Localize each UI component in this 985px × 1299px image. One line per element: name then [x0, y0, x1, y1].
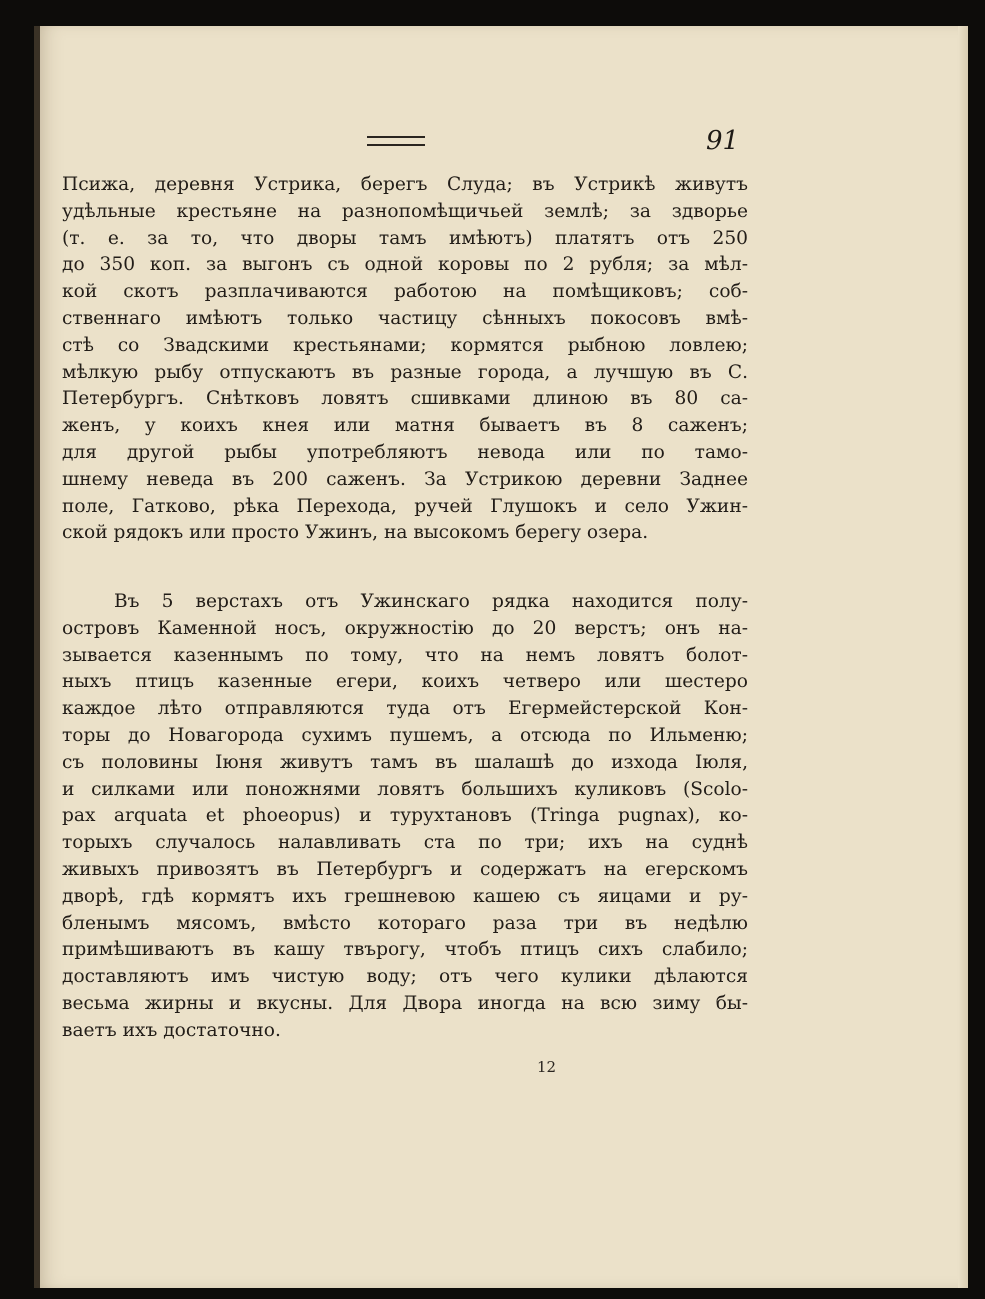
- book-page: [34, 26, 968, 1288]
- text-line: ской рядокъ или просто Ужинъ, на высокомъ берегу озера.: [62, 522, 649, 544]
- text-line: доставляютъ имъ чистую воду; отъ чего кулики дѣлаются: [62, 966, 748, 988]
- text-line: Въ 5 верстахъ отъ Ужинскаго рядка находится полу-: [114, 591, 748, 612]
- text-line: до 350 коп. за выгонъ съ одной коровы по 2 рубля; за мѣл-: [62, 254, 748, 276]
- text-line: ваетъ ихъ достаточно.: [62, 1019, 281, 1041]
- text-line: pax arquata et phoeopus) и турухтановъ (Tringa pugnax), ко-: [62, 805, 748, 827]
- text-line: ственнаго имѣютъ только частицу сѣнныхъ покосовъ вмѣ-: [62, 307, 748, 329]
- text-line: съ половины Іюня живутъ тамъ въ шалашѣ до изхода Іюля,: [62, 751, 748, 773]
- text-line: шнему неведа въ 200 саженъ. За Устрикою деревни Заднее: [62, 468, 748, 490]
- signature-mark: 12: [537, 1058, 557, 1076]
- text-line: торы до Новагорода сухимъ пушемъ, а отсюда по Ильменю;: [62, 724, 748, 746]
- paragraph-2: [62, 589, 748, 1045]
- text-line: Псижа, деревня Устрика, берегъ Слуда; въ Устрикѣ живутъ: [62, 174, 748, 195]
- text-line: для другой рыбы употребляютъ невода или по тамо-: [62, 441, 748, 463]
- text-line: кой скотъ разплачиваются работою на помѣщиковъ; соб-: [62, 281, 748, 303]
- text-line: женъ, у коихъ кнея или матня бываетъ въ 8 саженъ;: [62, 415, 748, 437]
- header-rule: [367, 136, 425, 146]
- text-line: (т. е. за то, что дворы тамъ имѣютъ) платятъ отъ 250: [62, 227, 748, 249]
- page-number: 91: [706, 126, 740, 156]
- text-line: дворѣ, гдѣ кормятъ ихъ грешневою кашею съ яицами и ру-: [62, 885, 748, 907]
- text-line: живыхъ привозятъ въ Петербургъ и содержатъ на егерскомъ: [62, 858, 748, 880]
- text-line: удѣльные крестьяне на разнопомѣщичьей землѣ; за здворье: [62, 200, 748, 222]
- text-line: каждое лѣто отправляются туда отъ Егермейстерской Кон-: [62, 698, 748, 720]
- paragraph-1: [62, 172, 748, 547]
- text-line: мѣлкую рыбу отпускаютъ въ разные города, а лучшую въ С.: [62, 361, 748, 383]
- text-line: и силками или поножнями ловятъ большихъ куликовъ (Scolo-: [62, 778, 748, 800]
- text-line: зывается казеннымъ по тому, что на немъ ловятъ болот-: [62, 644, 748, 666]
- text-line: ныхъ птицъ казенные егери, коихъ четверо или шестеро: [62, 671, 748, 693]
- text-line: примѣшиваютъ въ кашу твърогу, чтобъ птицъ сихъ слабило;: [62, 939, 748, 961]
- text-line: островъ Каменной носъ, окружностію до 20 верстъ; онъ на-: [62, 617, 748, 639]
- text-line: стѣ со Звадскими крестьянами; кормятся рыбною ловлею;: [62, 334, 748, 356]
- page-edge: [958, 26, 968, 1288]
- text-line: торыхъ случалось налавливать ста по три; ихъ на суднѣ: [62, 832, 748, 854]
- text-line: Петербургъ. Снѣтковъ ловятъ сшивками длиною въ 80 са-: [62, 388, 748, 410]
- text-line: весьма жирны и вкусны. Для Двора иногда на всю зиму бы-: [62, 992, 748, 1014]
- text-line: поле, Гатково, рѣка Перехода, ручей Глушокъ и село Ужин-: [62, 495, 748, 517]
- page-gutter: [34, 26, 40, 1288]
- text-line: бленымъ мясомъ, вмѣсто котораго раза три въ недѣлю: [62, 912, 748, 934]
